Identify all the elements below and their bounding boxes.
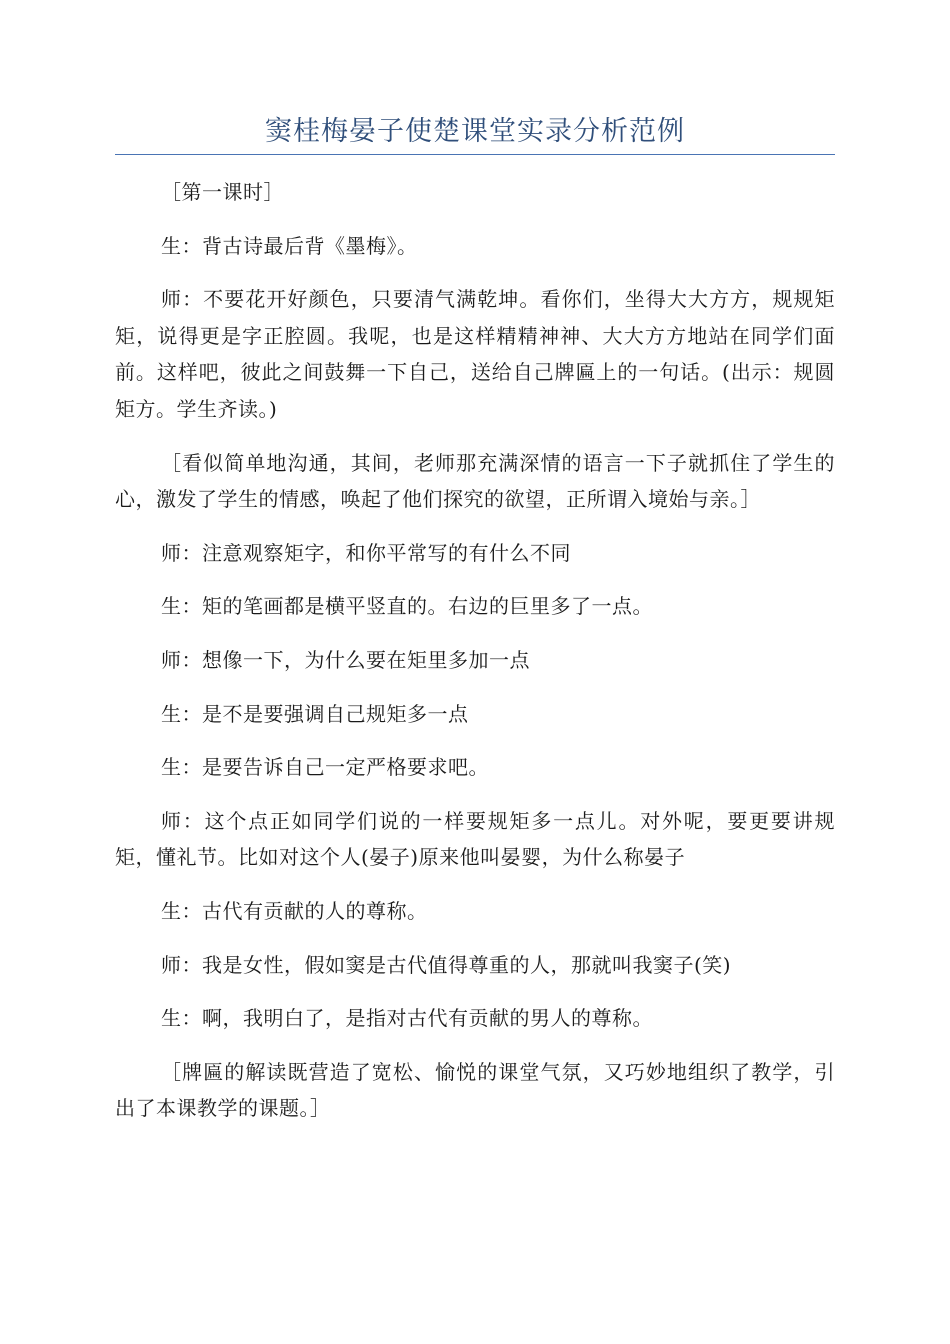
paragraph: 师：我是女性，假如窦是古代值得尊重的人，那就叫我窦子(笑)	[161, 952, 732, 977]
paragraph: 师：不要花开好颜色，只要清气满乾坤。看你们，坐得大大方方，规规矩矩，说得更是字正腔圆。我呢，也是这样精精神神、大大方方地站在同学们面前。这样吧，彼此之间鼓舞一下自己，送给自己牌匾上的一句话。(出示：规圆矩方。学生齐读。)	[115, 287, 835, 421]
paragraph: 生：是要告诉自己一定严格要求吧。	[161, 755, 489, 780]
document-body	[115, 174, 835, 1144]
title-underline	[115, 154, 835, 155]
document-title: 窦桂梅晏子使楚课堂实录分析范例	[265, 116, 685, 147]
paragraph: 生：背古诗最后背《墨梅》。	[161, 233, 418, 258]
paragraph: 师：这个点正如同学们说的一样要规矩多一点儿。对外呢，要更要讲规矩，懂礼节。比如对这个人(晏子)原来他叫晏婴，为什么称晏子	[115, 808, 835, 870]
paragraph-lesson-heading: ［第一课时］	[161, 180, 284, 204]
paragraph: 师：想像一下，为什么要在矩里多加一点	[161, 647, 530, 672]
paragraph: 生：矩的笔画都是横平竖直的。右边的巨里多了一点。	[161, 594, 653, 619]
paragraph: 师：注意观察矩字，和你平常写的有什么不同	[161, 540, 571, 565]
paragraph: 生：是不是要强调自己规矩多一点	[161, 701, 469, 726]
paragraph: 生：啊，我明白了，是指对古代有贡献的男人的尊称。	[161, 1006, 653, 1031]
paragraph-commentary: ［看似简单地沟通，其间，老师那充满深情的语言一下子就抓住了学生的心，激发了学生的情感，唤起了他们探究的欲望，正所谓入境始与亲。］	[115, 450, 835, 512]
paragraph: 生：古代有贡献的人的尊称。	[161, 898, 428, 923]
paragraph-commentary: ［牌匾的解读既营造了宽松、愉悦的课堂气氛，又巧妙地组织了教学，引出了本课教学的课题。］	[115, 1059, 835, 1121]
